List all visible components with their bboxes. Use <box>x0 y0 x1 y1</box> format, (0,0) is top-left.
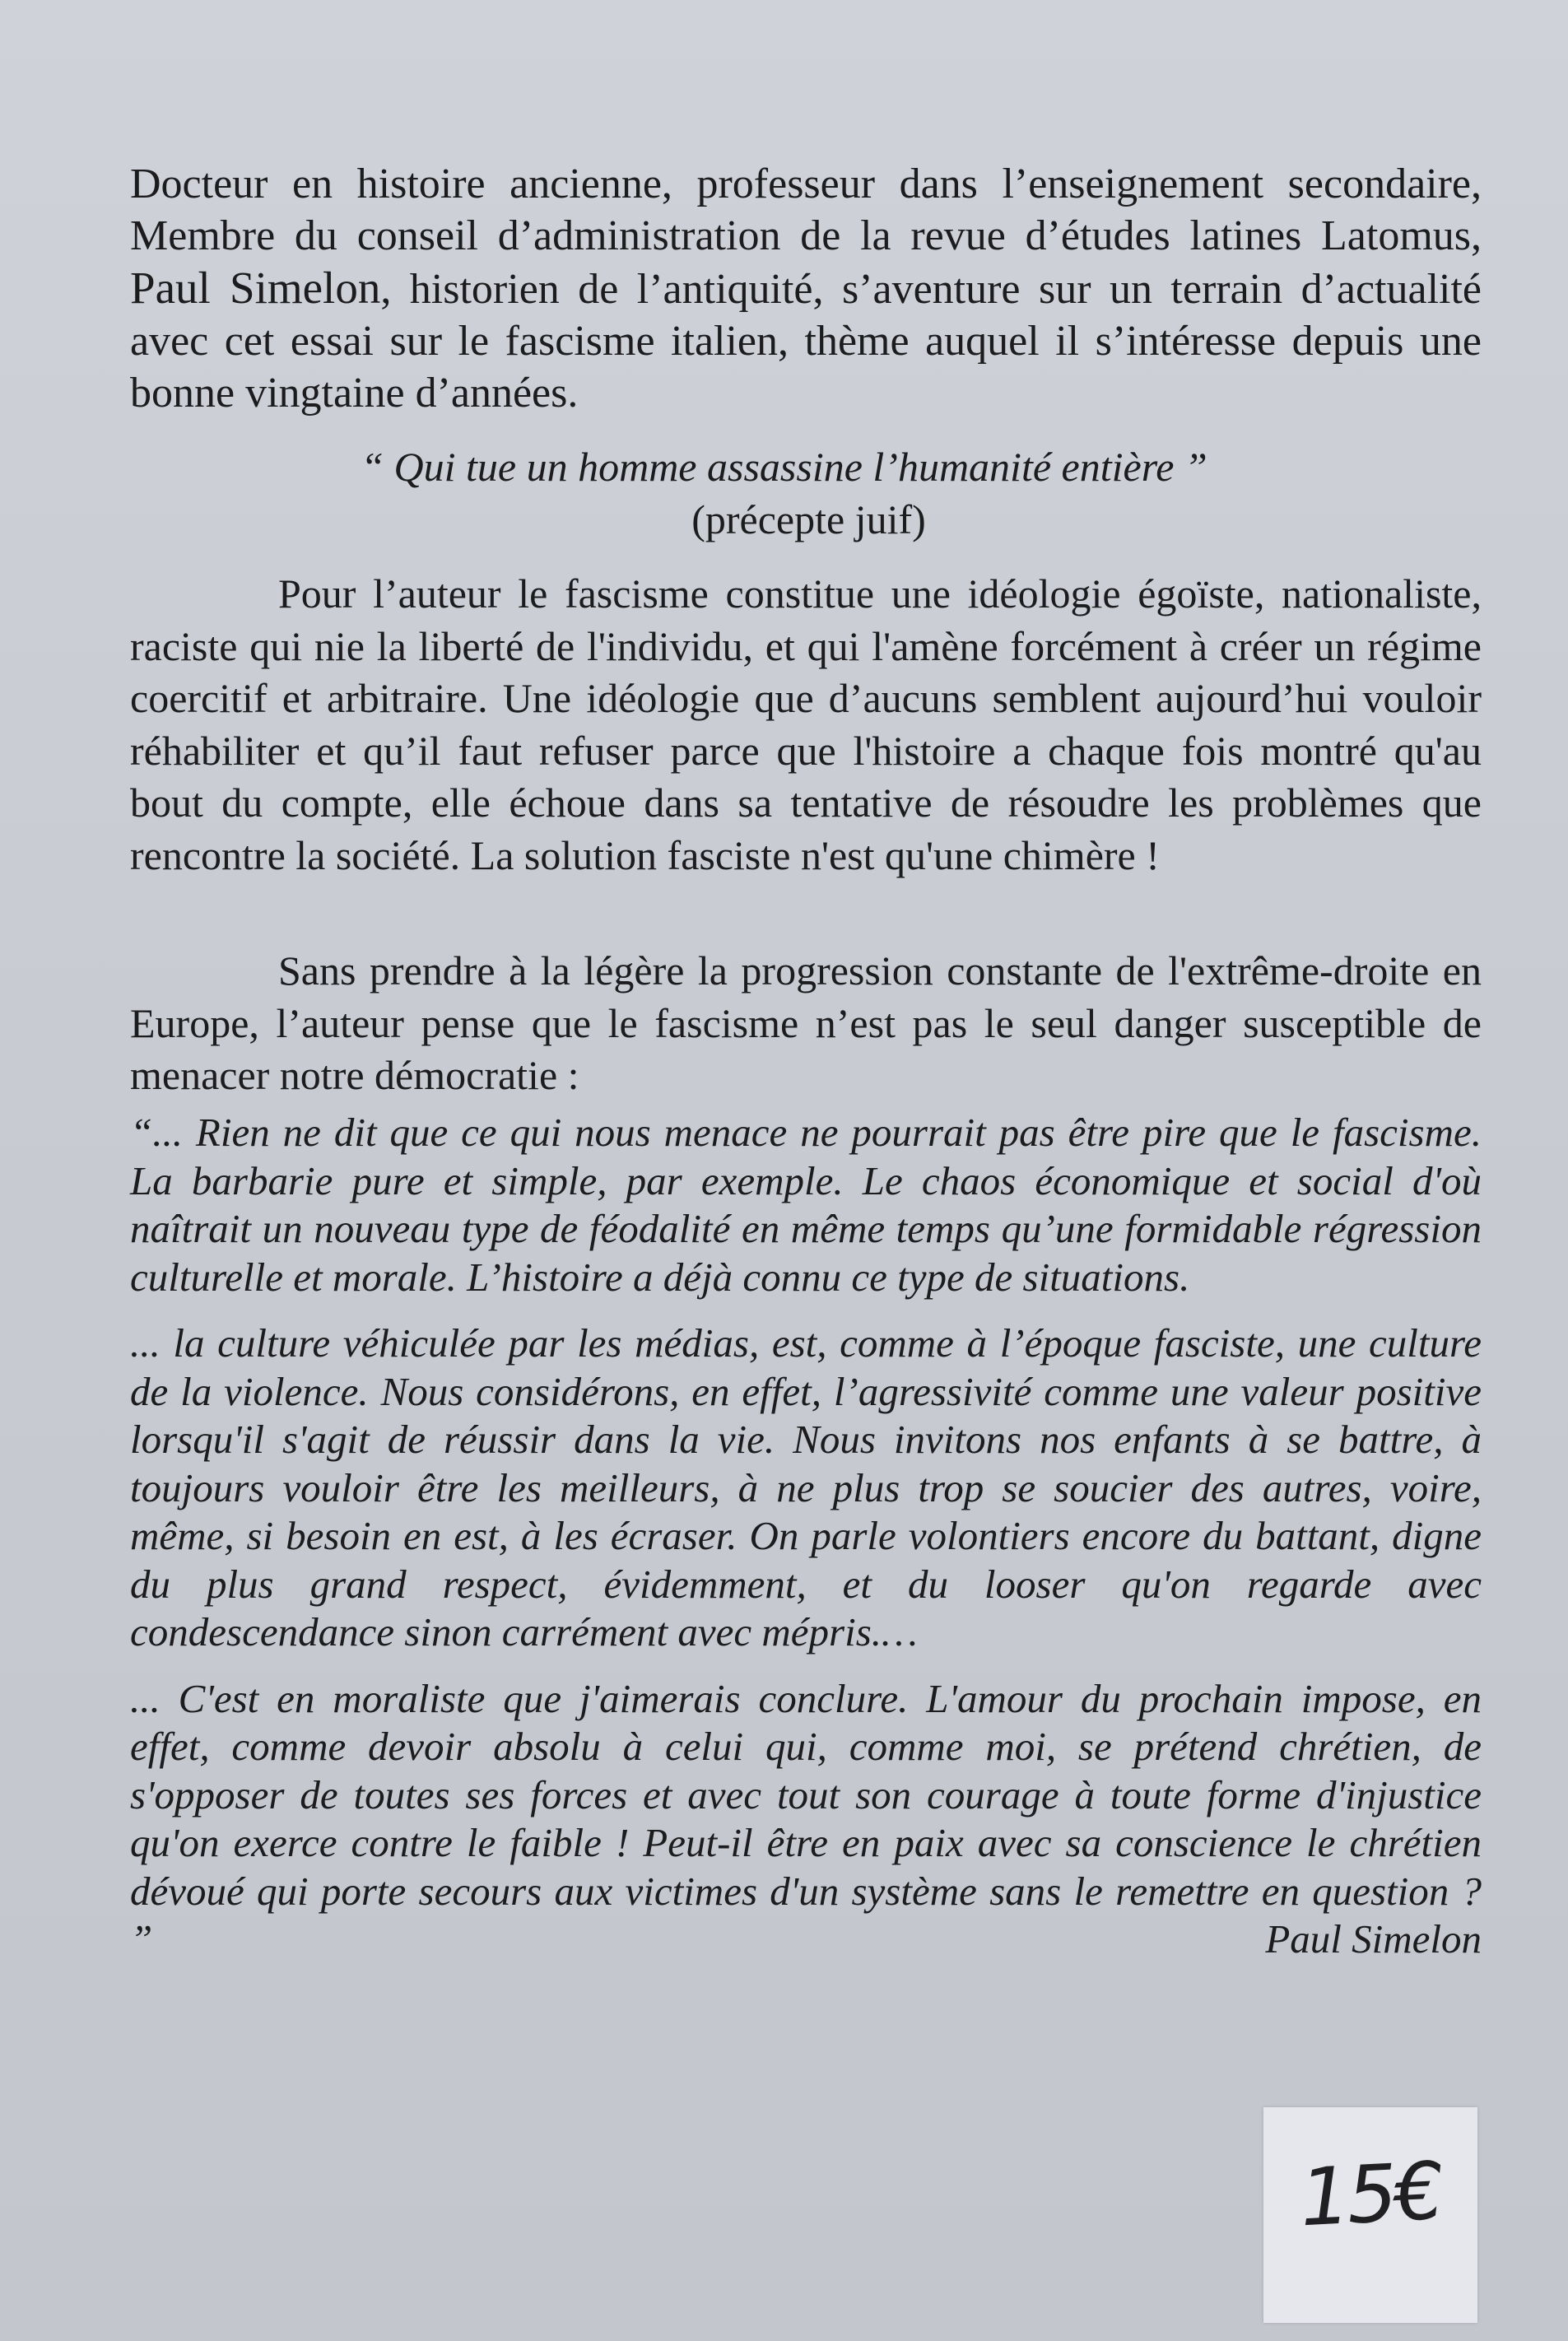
quote-paragraph-2: ... la culture véhiculée par les médias, est, comme à l’époque fasciste, une culture de la violence. Nous considérons, en effet, l’agressivité comme une valeur positive lorsqu'il s'agit de réussir dans la vie. Nous invitons nos enfants à se battre, à toujours vouloir être les meilleurs, à ne plus trop se soucier des autres, voire, même, si besoin en est, à les écraser. On parle volontiers encore du battant, digne du plus grand respect, évidemment, et du looser qu'on regarde avec condescendance sinon carrément avec mépris.… <box>130 1320 1482 1655</box>
summary-paragraph-2 <box>130 945 1482 1102</box>
summary-paragraph-1 <box>130 568 1482 882</box>
epigraph-quote: “ Qui tue un homme assassine l’humanité entière ” <box>361 444 1207 490</box>
author-name: Paul Simelon <box>130 263 381 313</box>
epigraph-source: (précepte juif) <box>691 496 926 542</box>
paragraph-text: Sans prendre à la légère la progression constante de l'extrême-droite en Europe, l’auteur pense que le fascisme n’est pas le seul danger susceptible de menacer notre démocratie : <box>130 947 1482 1098</box>
paragraph-text: Pour l’auteur le fascisme constitue une idéologie égoïste, nationaliste, raciste qui nie la liberté de l'individu, et qui l'amène forcément à créer un régime coercitif et arbitraire. Une idéologie que d’aucuns semblent aujourd’hui vouloir réhabiliter et qu’il faut refuser parce que l'histoire a chaque fois montré qu'au bout du compte, elle échoue dans sa tentative de résoudre les problèmes que rencontre la société. La solution fasciste n'est qu'une chimère ! <box>130 570 1482 878</box>
author-bio <box>130 158 1482 419</box>
bio-text-end: , historien de l’antiquité, s’aventure sur un terrain d’actualité avec cet essai sur le fascisme italien, thème auquel il s’intéresse depuis une bonne vingtaine d’années. <box>130 266 1482 417</box>
author-signature: Paul Simelon <box>1265 1916 1482 1962</box>
bio-paragraph <box>130 158 1482 419</box>
quote-paragraph-1: “... Rien ne dit que ce qui nous menace ne pourrait pas être pire que le fascisme. La barbarie pure et simple, par exemple. Le chaos économique et social d'où naîtrait un nouveau type de féodalité en même temps qu’une formidable régression culturelle et morale. L’histoire a déjà connu ce type de situations. <box>130 1110 1482 1300</box>
quote-paragraph-3 <box>130 1675 1482 1964</box>
bio-text-start: Docteur en histoire ancienne, professeur dans l’enseignement secondaire, Membre du conseil d’administration de la revue d’études latines Latomus, <box>130 161 1482 259</box>
price-label: 15€ <box>1297 2144 1444 2245</box>
author-quote-block <box>130 1109 1482 1964</box>
price-sticker <box>1263 2107 1477 2323</box>
quote-paragraph-3-text: ... C'est en moraliste que j'aimerais conclure. L'amour du prochain impose, en effet, comme devoir absolu à celui qui, comme moi, se prétend chrétien, de s'opposer de toutes ses forces et avec tout son courage à toute forme d'injustice qu'on exerce contre le faible ! Peut-il être en paix avec sa conscience le chrétien dévoué qui porte secours aux victimes d'un système sans le remettre en question ? ” <box>130 1675 1482 1962</box>
